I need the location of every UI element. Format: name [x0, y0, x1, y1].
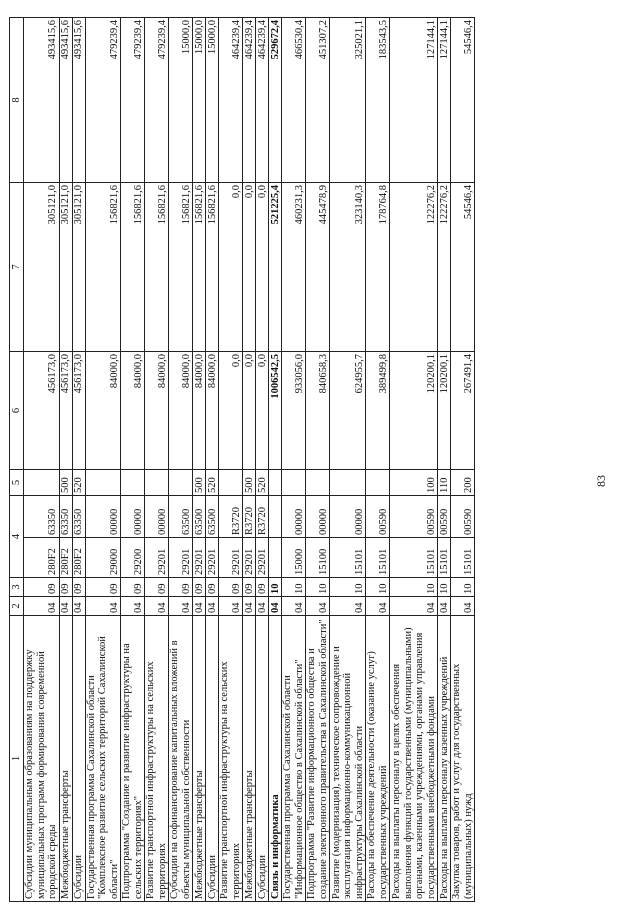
table-cell-section: 04	[219, 597, 243, 616]
table-cell-value-col7: 323140,3	[330, 183, 366, 352]
table-cell-direction-code: 00590	[366, 496, 390, 538]
table-cell-expense-type: 110	[438, 470, 451, 496]
table-cell-value-col8: 15000,0	[193, 18, 206, 183]
table-cell-direction-code: R3720	[219, 496, 243, 538]
table-cell-direction-code: 00590	[451, 496, 475, 538]
table-cell-value-col6: 0,0	[256, 352, 269, 470]
table-cell-section: 04	[121, 597, 145, 616]
table-cell-section: 04	[282, 597, 306, 616]
table-cell-value-col7: 0,0	[243, 183, 256, 352]
table-cell-section: 04	[72, 597, 85, 616]
table-cell-value-col6: 0,0	[243, 352, 256, 470]
table-cell-expense-type	[85, 470, 121, 496]
table-cell-section: 04	[243, 597, 256, 616]
table-cell-value-col6: 456173,0	[24, 352, 60, 470]
table-cell-program-code: 280F2	[24, 538, 60, 578]
table-cell-value-col8: 451307,2	[306, 18, 330, 183]
table-cell-direction-code: R3720	[243, 496, 256, 538]
table-cell-name: Развитие транспортной инфраструктуры на сельских территориях	[145, 616, 169, 902]
table-cell-expense-type: 500	[59, 470, 72, 496]
table-cell-expense-type	[219, 470, 243, 496]
table-cell-direction-code	[269, 496, 282, 538]
table-cell-direction-code: 00000	[85, 496, 121, 538]
table-cell-value-col6: 456173,0	[72, 352, 85, 470]
table-cell-name: Государственная программа Сахалинской области "Информационное общество в Сахалинской области"	[282, 616, 306, 902]
table-cell-program-code: 29201	[169, 538, 193, 578]
table-cell-name: Расходы на обеспечение деятельности (оказание услуг) государственных учреждений	[366, 616, 390, 902]
table-cell-subsection: 10	[282, 578, 306, 597]
table-cell-value-col7: 0,0	[256, 183, 269, 352]
table-cell-direction-code: 63350	[59, 496, 72, 538]
table-cell-section: 04	[390, 597, 438, 616]
table-cell-subsection: 09	[243, 578, 256, 597]
header-col-3: 3	[10, 578, 24, 597]
table-cell-section: 04	[256, 597, 269, 616]
table-cell-section: 04	[330, 597, 366, 616]
table-cell-value-col7: 0,0	[219, 183, 243, 352]
table-cell-subsection: 10	[269, 578, 282, 597]
table-cell-value-col6: 84000,0	[206, 352, 219, 470]
table-cell-name: Межбюджетные трансферты	[59, 616, 72, 902]
table-row	[390, 18, 438, 902]
table-cell-section: 04	[145, 597, 169, 616]
table-cell-expense-type	[330, 470, 366, 496]
table-cell-program-code: 29000	[85, 538, 121, 578]
table-cell-name: Связь и информатика	[269, 616, 282, 902]
table-cell-name: Субсидии	[206, 616, 219, 902]
table-cell-value-col6: 84000,0	[193, 352, 206, 470]
table-cell-expense-type: 520	[256, 470, 269, 496]
table-cell-program-code: 29201	[206, 538, 219, 578]
table-cell-value-col7: 156821,6	[169, 183, 193, 352]
table-cell-program-code: 15101	[451, 538, 475, 578]
table-cell-program-code: 29200	[121, 538, 145, 578]
table-cell-name: Закупка товаров, работ и услуг для государственных (муниципальных) нужд	[451, 616, 475, 902]
table-cell-value-col6: 120200,1	[438, 352, 451, 470]
table-cell-expense-type: 200	[451, 470, 475, 496]
table-cell-direction-code: 63350	[72, 496, 85, 538]
table-cell-value-col8: 493415,6	[59, 18, 72, 183]
table-cell-program-code: 15000	[282, 538, 306, 578]
table-cell-value-col6: 840658,3	[306, 352, 330, 470]
table-cell-section: 04	[269, 597, 282, 616]
table-cell-value-col6: 624955,7	[330, 352, 366, 470]
table-cell-expense-type	[269, 470, 282, 496]
table-cell-value-col7: 445478,9	[306, 183, 330, 352]
table-cell-value-col8: 493415,6	[72, 18, 85, 183]
table-cell-value-col8: 15000,0	[169, 18, 193, 183]
table-cell-direction-code: 63500	[193, 496, 206, 538]
table-row	[269, 18, 282, 902]
page-number: 83	[594, 475, 608, 487]
table-cell-section: 04	[193, 597, 206, 616]
table-cell-name: Развитие транспортной инфраструктуры на сельских территориях	[219, 616, 243, 902]
header-col-2: 2	[10, 597, 24, 616]
table-row	[306, 18, 330, 902]
table-cell-subsection: 09	[193, 578, 206, 597]
table-row	[438, 18, 451, 902]
table-cell-value-col7: 54546,4	[451, 183, 475, 352]
table-cell-expense-type	[366, 470, 390, 496]
table-cell-value-col6: 84000,0	[145, 352, 169, 470]
table-cell-subsection: 09	[121, 578, 145, 597]
table-cell-direction-code: 63350	[24, 496, 60, 538]
table-cell-value-col6: 84000,0	[121, 352, 145, 470]
table-row	[366, 18, 390, 902]
table-row	[85, 18, 121, 902]
table-cell-subsection: 10	[438, 578, 451, 597]
header-col-8: 8	[10, 18, 24, 183]
table-cell-program-code: 280F2	[59, 538, 72, 578]
table-cell-program-code	[269, 538, 282, 578]
table-cell-section: 04	[438, 597, 451, 616]
table-cell-name: Подпрограмма "Создание и развитие инфраструктуры на сельских территориях"	[121, 616, 145, 902]
table-cell-expense-type: 500	[193, 470, 206, 496]
table-cell-value-col6: 456173,0	[59, 352, 72, 470]
table-cell-section: 04	[169, 597, 193, 616]
table-row	[330, 18, 366, 902]
table-cell-name: Субсидии на софинансирование капитальных вложений в объекты муниципальной собственности	[169, 616, 193, 902]
table-cell-program-code: 29201	[193, 538, 206, 578]
header-col-5: 5	[10, 470, 24, 496]
table-cell-value-col8: 127144,1	[390, 18, 438, 183]
table-cell-direction-code: 00000	[282, 496, 306, 538]
table-cell-value-col8: 464239,4	[256, 18, 269, 183]
table-cell-direction-code: 00590	[390, 496, 438, 538]
table-cell-value-col8: 54546,4	[451, 18, 475, 183]
table-cell-expense-type: 520	[206, 470, 219, 496]
table-cell-value-col7: 156821,6	[121, 183, 145, 352]
table-cell-value-col7: 156821,6	[85, 183, 121, 352]
table-cell-value-col7: 156821,6	[193, 183, 206, 352]
table-cell-value-col6: 933056,0	[282, 352, 306, 470]
table-cell-direction-code: 00000	[306, 496, 330, 538]
table-cell-program-code: 15101	[366, 538, 390, 578]
table-cell-section: 04	[451, 597, 475, 616]
table-cell-direction-code: 00000	[330, 496, 366, 538]
table-cell-direction-code: 63500	[169, 496, 193, 538]
table-cell-value-col7: 156821,6	[145, 183, 169, 352]
table-cell-name: Расходы на выплаты персоналу в целях обеспечения выполнения функций государственными (муниципальными) органами, казенными учреждениями, органами управления государственными внебюджетными фондами	[390, 616, 438, 902]
table-cell-subsection: 09	[219, 578, 243, 597]
table-cell-subsection: 10	[451, 578, 475, 597]
table-cell-direction-code: 00590	[438, 496, 451, 538]
table-cell-value-col7: 460231,3	[282, 183, 306, 352]
table-cell-name: Субсидии муниципальным образованиям на поддержку муниципальных программ формирования современной городской среды	[24, 616, 60, 902]
table-cell-value-col8: 464239,4	[243, 18, 256, 183]
table-cell-section: 04	[206, 597, 219, 616]
table-cell-value-col6: 84000,0	[169, 352, 193, 470]
table-cell-value-col8: 479239,4	[121, 18, 145, 183]
header-col-4: 4	[10, 496, 24, 578]
table-cell-value-col7: 122276,2	[438, 183, 451, 352]
table-cell-value-col6: 1006542,5	[269, 352, 282, 470]
table-cell-value-col8: 479239,4	[85, 18, 121, 183]
table-cell-subsection: 09	[145, 578, 169, 597]
table-cell-name: Развитие (модернизация), техническое сопровождение и эксплуатация информационно-коммуникационной инфраструктуры Сахалинской области	[330, 616, 366, 902]
table-cell-value-col8: 466530,4	[282, 18, 306, 183]
table-cell-direction-code: R3720	[256, 496, 269, 538]
table-row	[145, 18, 169, 902]
table-cell-subsection: 09	[72, 578, 85, 597]
table-cell-section: 04	[366, 597, 390, 616]
table-cell-value-col7: 305121,0	[72, 183, 85, 352]
header-col-6: 6	[10, 352, 24, 470]
table-cell-program-code: 29201	[145, 538, 169, 578]
table-cell-direction-code: 00000	[121, 496, 145, 538]
budget-table-container	[9, 18, 475, 902]
table-cell-expense-type	[169, 470, 193, 496]
table-cell-value-col8: 127144,1	[438, 18, 451, 183]
table-cell-expense-type: 500	[243, 470, 256, 496]
table-cell-subsection: 10	[330, 578, 366, 597]
table-cell-name: Расходы на выплаты персоналу казенных учреждений	[438, 616, 451, 902]
table-cell-subsection: 09	[206, 578, 219, 597]
table-cell-expense-type	[121, 470, 145, 496]
table-cell-subsection: 09	[169, 578, 193, 597]
table-cell-program-code: 29201	[243, 538, 256, 578]
table-row	[59, 18, 72, 902]
table-cell-value-col7: 521225,4	[269, 183, 282, 352]
header-row	[10, 18, 24, 902]
table-cell-expense-type	[145, 470, 169, 496]
table-cell-program-code: 29201	[256, 538, 269, 578]
table-row	[24, 18, 60, 902]
table-cell-subsection: 10	[366, 578, 390, 597]
table-row	[193, 18, 206, 902]
table-cell-value-col6: 267491,4	[451, 352, 475, 470]
table-row	[219, 18, 243, 902]
table-cell-expense-type	[282, 470, 306, 496]
table-cell-value-col6: 84000,0	[85, 352, 121, 470]
table-cell-subsection: 09	[85, 578, 121, 597]
table-cell-name: Субсидии	[72, 616, 85, 902]
table-cell-subsection: 09	[24, 578, 60, 597]
table-row	[243, 18, 256, 902]
table-cell-program-code: 15101	[390, 538, 438, 578]
table-row	[72, 18, 85, 902]
table-cell-value-col6: 120200,1	[390, 352, 438, 470]
table-cell-value-col8: 325021,1	[330, 18, 366, 183]
table-row	[256, 18, 269, 902]
table-cell-value-col8: 479239,4	[145, 18, 169, 183]
table-cell-direction-code: 63500	[206, 496, 219, 538]
table-cell-name: Межбюджетные трансферты	[193, 616, 206, 902]
table-cell-name: Государственная программа Сахалинской области "Комплексное развитие сельских территорий Сахалинской области"	[85, 616, 121, 902]
table-cell-program-code: 15101	[438, 538, 451, 578]
header-col-1: 1	[10, 616, 24, 902]
table-cell-value-col7: 156821,6	[206, 183, 219, 352]
table-cell-value-col7: 178764,8	[366, 183, 390, 352]
table-cell-expense-type: 100	[390, 470, 438, 496]
table-cell-section: 04	[85, 597, 121, 616]
table-cell-value-col8: 15000,0	[206, 18, 219, 183]
table-row	[282, 18, 306, 902]
table-row	[121, 18, 145, 902]
table-cell-expense-type: 520	[72, 470, 85, 496]
table-cell-section: 04	[59, 597, 72, 616]
table-cell-value-col8: 493415,6	[24, 18, 60, 183]
table-cell-program-code: 29201	[219, 538, 243, 578]
table-cell-value-col7: 122276,2	[390, 183, 438, 352]
table-cell-expense-type	[306, 470, 330, 496]
table-cell-direction-code: 00000	[145, 496, 169, 538]
table-cell-section: 04	[24, 597, 60, 616]
table-row	[206, 18, 219, 902]
header-col-7: 7	[10, 183, 24, 352]
budget-table	[9, 17, 475, 902]
table-cell-subsection: 10	[306, 578, 330, 597]
table-cell-program-code: 280F2	[72, 538, 85, 578]
table-cell-subsection: 09	[59, 578, 72, 597]
table-cell-value-col8: 529672,4	[269, 18, 282, 183]
table-row	[451, 18, 475, 902]
table-cell-value-col8: 464239,4	[219, 18, 243, 183]
table-cell-section: 04	[306, 597, 330, 616]
table-cell-name: Субсидии	[256, 616, 269, 902]
table-cell-program-code: 15100	[306, 538, 330, 578]
table-cell-value-col6: 389499,8	[366, 352, 390, 470]
table-cell-value-col8: 183543,5	[366, 18, 390, 183]
table-cell-name: Подпрограмма "Развитие информационного общества и создание электронного правительства в Сахалинской области"	[306, 616, 330, 902]
table-cell-name: Межбюджетные трансферты	[243, 616, 256, 902]
table-cell-subsection: 10	[390, 578, 438, 597]
table-cell-subsection: 09	[256, 578, 269, 597]
table-cell-value-col7: 305121,0	[24, 183, 60, 352]
table-cell-expense-type	[24, 470, 60, 496]
table-cell-value-col6: 0,0	[219, 352, 243, 470]
table-row	[169, 18, 193, 902]
table-cell-value-col7: 305121,0	[59, 183, 72, 352]
table-cell-program-code: 15101	[330, 538, 366, 578]
table-body	[24, 18, 475, 902]
